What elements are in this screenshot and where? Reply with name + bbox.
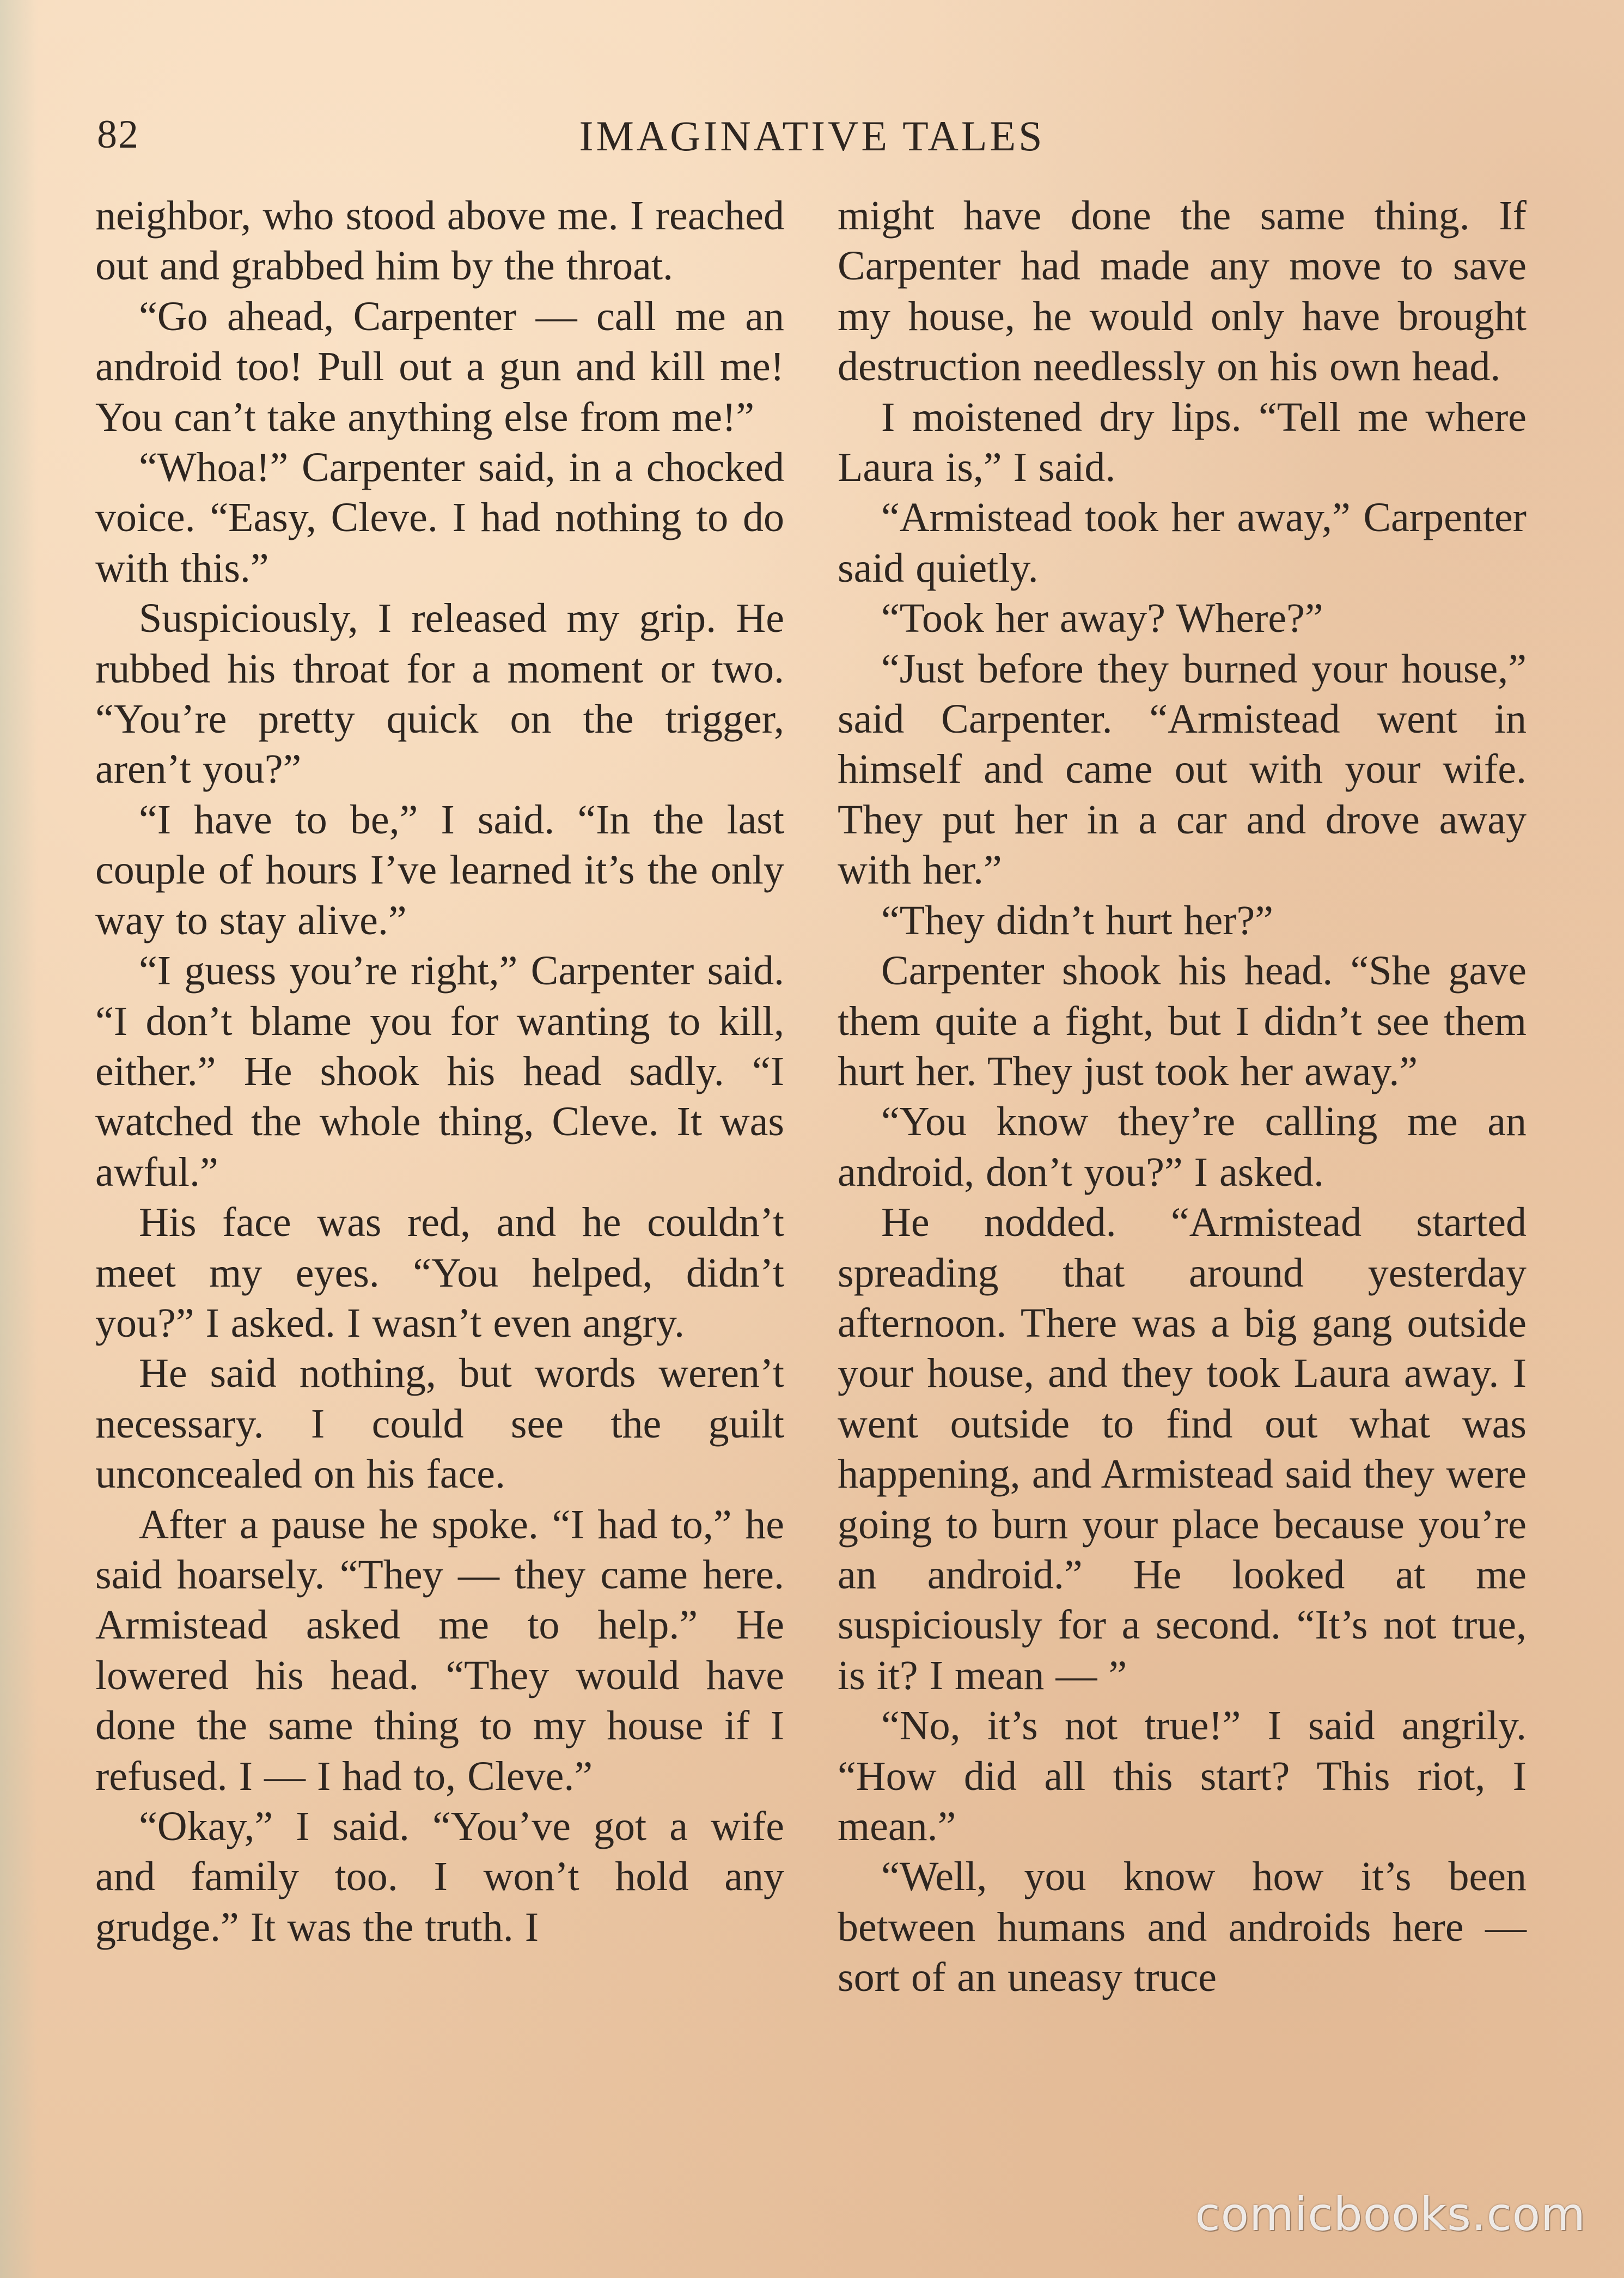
paragraph: Suspiciously, I released my grip. He rubbed his throat for a moment or two. “You’re pretty quick on the trigger, aren’t you?” xyxy=(95,595,784,793)
paragraph: Carpenter shook his head. “She gave them quite a fight, but I didn’t see them hurt her. They just took her away.” xyxy=(838,948,1527,1094)
watermark: comicbooks.com xyxy=(1195,2188,1586,2241)
right-column xyxy=(838,191,1527,2003)
running-head-title: IMAGINATIVE TALES xyxy=(579,112,1045,160)
left-column xyxy=(95,191,784,1952)
paragraph: “Took her away? Where?” xyxy=(881,595,1323,642)
paragraph: “Armistead took her away,” Carpenter said quietly. xyxy=(838,495,1527,591)
paragraph: “They didn’t hurt her?” xyxy=(881,897,1273,943)
paragraph: After a pause he spoke. “I had to,” he said hoarsely. “They — they came here. Armistead asked me to help.” He lowered his head. “They would have done the same thing to my house if I refused. I — I had to, Cleve.” xyxy=(95,1501,784,1799)
spine-shadow xyxy=(0,0,38,2278)
paragraph: “I have to be,” I said. “In the last couple of hours I’ve learned it’s the only way to stay alive.” xyxy=(95,796,784,943)
paragraph: I moistened dry lips. “Tell me where Laura is,” I said. xyxy=(838,394,1527,491)
paragraph: “Go ahead, Carpenter — call me an android too! Pull out a gun and kill me! You can’t take anything else from me!” xyxy=(95,293,784,440)
page-header xyxy=(0,106,1624,166)
paragraph: might have done the same thing. If Carpenter had made any move to save my house, he would only have brought destruction needlessly on his own head. xyxy=(838,193,1527,390)
paragraph: “You know they’re calling me an android, don’t you?” I asked. xyxy=(838,1099,1527,1195)
paragraph: “Well, you know how it’s been between humans and androids here — sort of an uneasy truce xyxy=(838,1854,1527,2001)
page-number: 82 xyxy=(97,112,139,157)
paragraph: “Whoa!” Carpenter said, in a chocked voice. “Easy, Cleve. I had nothing to do with this.” xyxy=(95,444,784,591)
paragraph: neighbor, who stood above me. I reached out and grabbed him by the throat. xyxy=(95,193,784,289)
paragraph: “Just before they burned your house,” said Carpenter. “Armistead went in himself and came out with your wife. They put her in a car and drove away with her.” xyxy=(838,645,1527,893)
paragraph: He nodded. “Armistead started spreading that around yesterday afternoon. There was a big gang outside your house, and they took Laura away. I went outside to find out what was happening, and Armistead said they were going to burn your place because you’re an android.” He looked at me suspiciously for a second. “It’s not true, is it? I mean — ” xyxy=(838,1199,1527,1698)
paragraph: “No, it’s not true!” I said angrily. “How did all this start? This riot, I mean.” xyxy=(838,1703,1527,1849)
paragraph: “Okay,” I said. “You’ve got a wife and family too. I won’t hold any grudge.” It was the truth. I xyxy=(95,1804,784,1950)
paragraph: “I guess you’re right,” Carpenter said. “I don’t blame you for wanting to kill, either.” He shook his head sadly. “I watched the whole thing, Cleve. It was awful.” xyxy=(95,948,784,1195)
paragraph: He said nothing, but words weren’t necessary. I could see the guilt unconcealed on his face. xyxy=(95,1350,784,1497)
paragraph: His face was red, and he couldn’t meet my eyes. “You helped, didn’t you?” I asked. I wasn’t even angry. xyxy=(95,1199,784,1346)
